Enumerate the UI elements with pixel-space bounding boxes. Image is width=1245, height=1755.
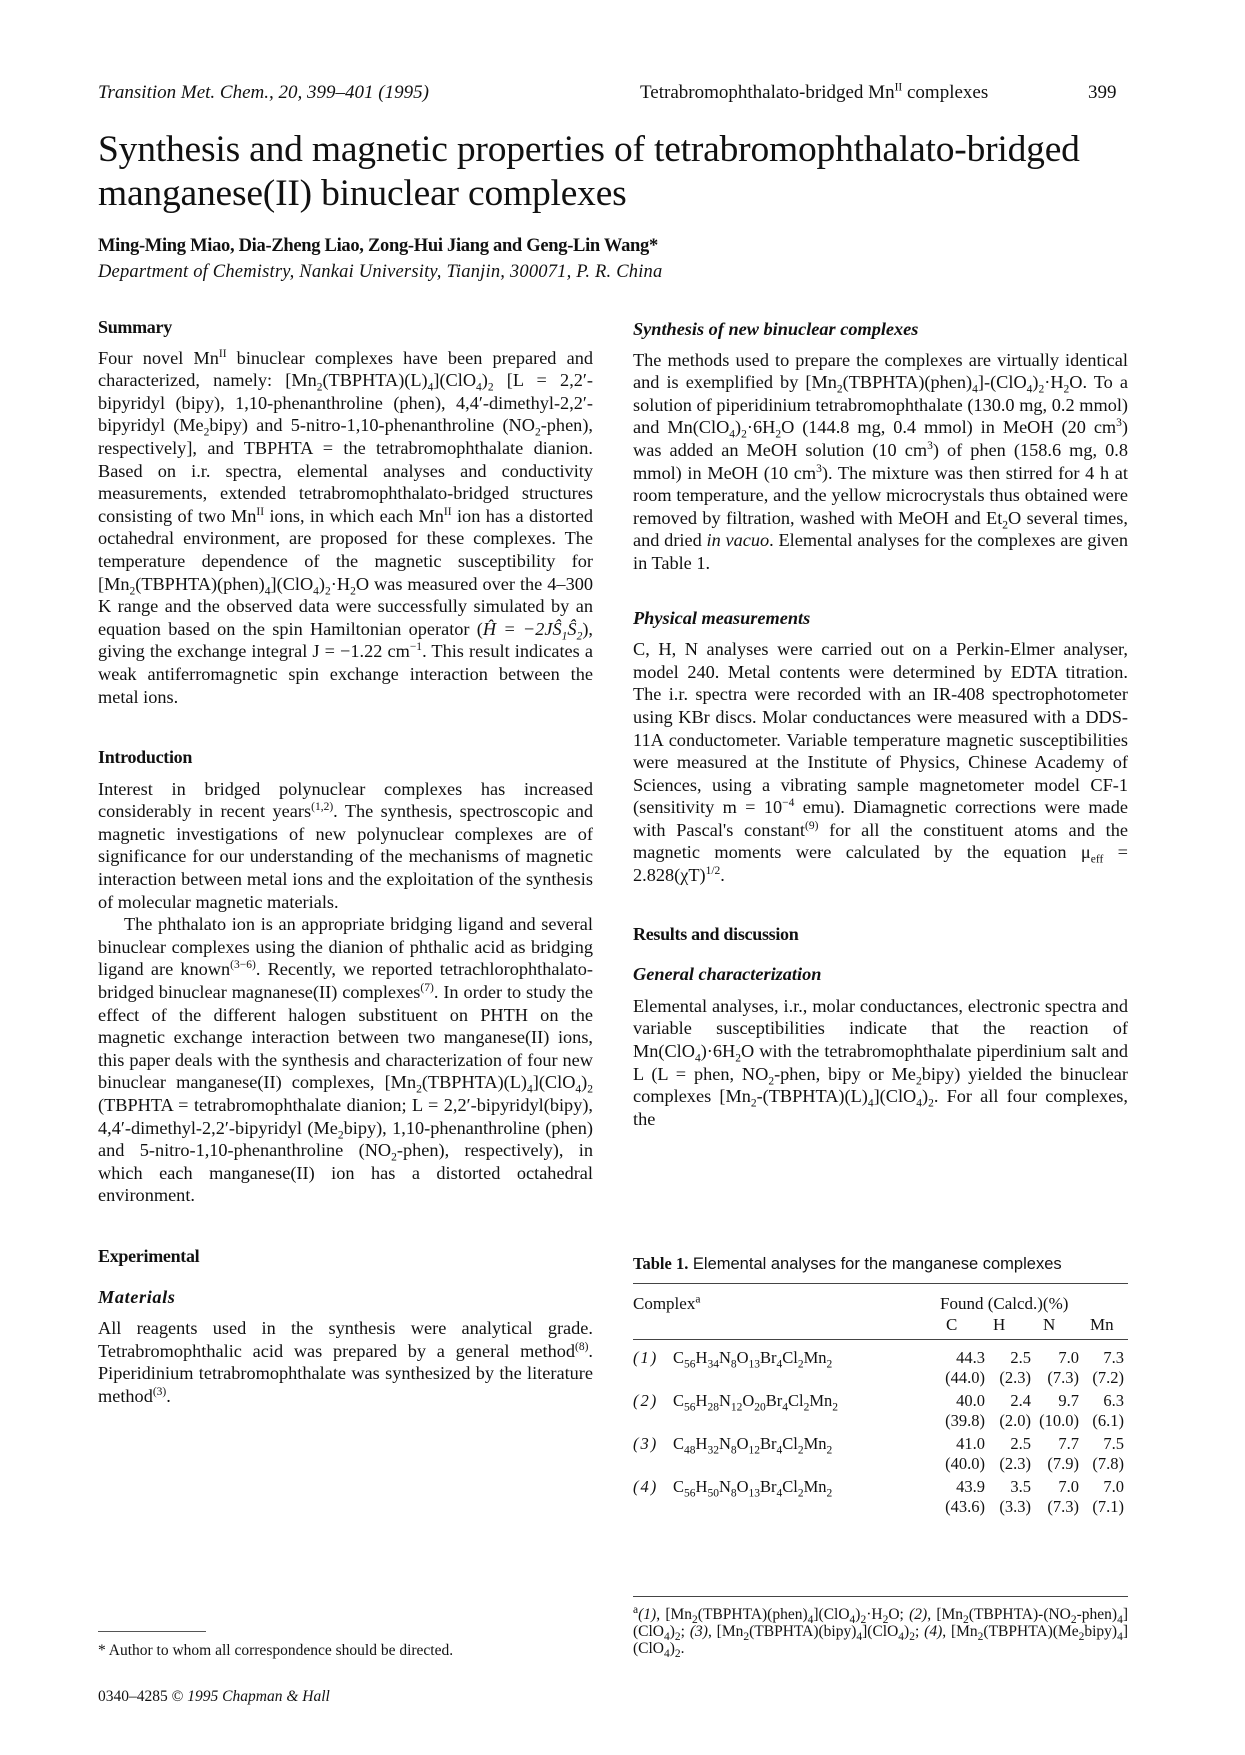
copyright: 0340–4285 © 1995 Chapman & Hall xyxy=(98,1688,330,1705)
complex-formula: $C_{48}H_{32}N_8O_{12}Br_4Cl_2Mn_2$ xyxy=(673,1434,833,1457)
complex-id: (4) xyxy=(633,1477,659,1496)
calcd-value: (3.3) xyxy=(999,1497,1031,1516)
calcd-value: (7.3) xyxy=(1047,1497,1079,1516)
calcd-value: (6.1) xyxy=(1092,1411,1124,1430)
table-footnote: $^a$(1), $[Mn_2(TBPHTA)(phen)_4](ClO_4)_2\cdot H_2O$; (2), $[Mn_2(TBPHTA)-(NO_2-phen)_4](ClO_4)_2$; (3), $[Mn_2(TBPHTA)(bipy)_4](ClO_4)_2$; (4), $[Mn_2(TBPHTA)(Me_2bipy)_4](ClO_4)_2$. xyxy=(633,1603,1128,1661)
table-header: Complex$^a$ Found (Calcd.)(%) C H N Mn xyxy=(633,1293,1114,1334)
article-title: Synthesis and magnetic properties of tetrabromophthalato-bridged manganese(II) binuclear complexes xyxy=(98,129,1080,214)
complex-formula: $C_{56}H_{28}N_{12}O_{20}Br_4Cl_2Mn_2$ xyxy=(673,1391,839,1414)
found-value: 7.5 xyxy=(1103,1434,1124,1453)
general-heading: General characterization xyxy=(633,964,822,985)
calcd-value: (7.1) xyxy=(1092,1497,1124,1516)
affiliation: Department of Chemistry, Nankai University, Tianjin, 300071, P. R. China xyxy=(98,262,663,282)
journal-citation: Transition Met. Chem., 20, 399–401 (1995) xyxy=(98,82,429,103)
found-value: 7.0 xyxy=(1058,1348,1079,1367)
calcd-value: (2.0) xyxy=(999,1411,1031,1430)
author-footnote: * Author to whom all correspondence should be directed. xyxy=(98,1642,454,1659)
col-h: H xyxy=(993,1315,1006,1334)
summary-paragraph: Four novel $Mn^{II}$ binuclear complexes have been prepared and characterized, namely: $[Mn_2(TBPHTA)(L)_4](ClO_4)_2$ [L = 2,2′-bipyridyl (bipy), 1,10-phenanthroline (phen), 4,4′-dimethyl-2,2′-bipyridyl $(Me_2bipy)$ and 5-nitro-1,10-phenanthroline $(NO_2-phen)$, respectively], and TBPHTA = the tetrabromophthalate dianion. Based on i.r. spectra, elemental analyses and conductivity measurements, extended tetrabromophthalato-bridged structures consisting of two $Mn^{II}$ ions, in which each $Mn^{II}$ ion has a distorted octahedral environment, are proposed for these complexes. The temperature dependence of the magnetic susceptibility for $[Mn_2(TBPHTA)(phen)_4](ClO_4)_2\cdot H_2O$ was measured over the 4–300 K range and the observed data were successfully simulated by an equation based on the spin Hamiltonian operator (Ĥ = $-2JŜ_1Ŝ_2$), giving the exchange integral J = −1.22 $cm^{-1}$. This result indicates a weak antiferromagnetic spin exchange interaction between the metal ions. xyxy=(98,347,594,707)
physical-paragraph: C, H, N analyses were carried out on a Perkin-Elmer analyser, model 240. Metal contents were determined by EDTA titration. The i.r. spectra were recorded with an IR-408 spectrophotometer using KBr discs. Molar conductances were measured with a DDS-11A conductometer. Variable temperature magnetic susceptibilities were measured at the Institute of Physics, Chinese Academy of Sciences, using a vibrating sample magnetometer model CF-1 (sensitivity $m = 10^{-4}$ emu). Diamagnetic corrections were made with Pascal's constant$^{(9)}$ for all the constituent atoms and the magnetic moments were calculated by the equation $\mu_{eff} = 2.828(\chi T)^{1/2}$. xyxy=(633,639,1128,886)
found-value: 6.3 xyxy=(1103,1391,1124,1410)
table-row xyxy=(633,1391,1128,1433)
found-value: 7.0 xyxy=(1058,1477,1079,1496)
running-title: Tetrabromophthalato-bridged $Mn^{II}$ complexes xyxy=(640,81,989,103)
footnote-rule xyxy=(98,1631,206,1632)
calcd-value: (44.0) xyxy=(945,1368,985,1387)
calcd-value: (7.9) xyxy=(1047,1454,1079,1473)
table-row xyxy=(633,1434,1128,1476)
found-value: 40.0 xyxy=(956,1391,985,1410)
found-value: 2.5 xyxy=(1010,1434,1031,1453)
right-column xyxy=(633,318,1128,1130)
calcd-value: (7.2) xyxy=(1092,1368,1124,1387)
page-number: 399 xyxy=(1088,82,1117,103)
found-value: 7.0 xyxy=(1103,1477,1124,1496)
introduction-heading: Introduction xyxy=(98,747,193,768)
found-value: 3.5 xyxy=(1010,1477,1031,1496)
physical-heading: Physical measurements xyxy=(633,607,811,628)
complex-formula: $C_{56}H_{34}N_8O_{13}Br_4Cl_2Mn_2$ xyxy=(673,1348,833,1371)
calcd-value: (40.0) xyxy=(945,1454,985,1473)
complex-id: (2) xyxy=(633,1391,659,1410)
table-row xyxy=(633,1348,1128,1390)
authors: Ming-Ming Miao, Dia-Zheng Liao, Zong-Hui Jiang and Geng-Lin Wang* xyxy=(98,236,658,256)
calcd-value: (10.0) xyxy=(1039,1411,1079,1430)
col-complex: Complex xyxy=(633,1294,696,1313)
intro-paragraph-1: Interest in bridged polynuclear complexes has increased considerably in recent years$^{(1,2)}$. The synthesis, spectroscopic and magnetic investigations of new polynuclear complexes are of significance for our understanding of the mechanisms of magnetic interaction between metal ions and the exploitation of the synthesis of molecular magnetic materials. xyxy=(98,778,593,912)
col-c: C xyxy=(946,1315,958,1334)
found-value: 9.7 xyxy=(1058,1391,1079,1410)
summary-heading: Summary xyxy=(98,317,172,337)
materials-heading: Materials xyxy=(98,1286,176,1307)
table-bottom-rule xyxy=(633,1596,1128,1597)
left-column xyxy=(98,316,593,1408)
general-paragraph: Elemental analyses, i.r., molar conductances, electronic spectra and variable susceptibilities indicate that the reaction of $Mn(ClO_4)\cdot 6H_2O$ with the tetrabromophthalate piperdinium salt and L (L = phen, $NO_2$-phen, bipy or $Me_2bipy$) yielded the binuclear complexes $[Mn_2-(TBPHTA)(L)_4](ClO_4)_2$. For all four complexes, the xyxy=(633,995,1128,1129)
complex-id: (1) xyxy=(633,1348,659,1367)
col-found: Found (Calcd.)(%) xyxy=(940,1294,1069,1313)
col-mn: Mn xyxy=(1090,1315,1114,1334)
synthesis-heading: Synthesis of new binuclear complexes xyxy=(633,319,919,339)
materials-paragraph: All reagents used in the synthesis were analytical grade. Tetrabromophthalic acid was prepared by a general method$^{(8)}$. Piperidinium tetrabromophthalate was synthesized by the literature method$^{(3)}$. xyxy=(98,1318,593,1406)
calcd-value: (7.8) xyxy=(1092,1454,1124,1473)
results-heading: Results and discussion xyxy=(633,923,799,944)
complex-id: (3) xyxy=(633,1434,659,1453)
found-value: 7.7 xyxy=(1058,1434,1079,1453)
table-row xyxy=(633,1477,1128,1519)
calcd-value: (2.3) xyxy=(999,1454,1031,1473)
calcd-value: (2.3) xyxy=(999,1368,1031,1387)
complex-formula: $C_{56}H_{50}N_8O_{13}Br_4Cl_2Mn_2$ xyxy=(673,1477,833,1500)
table-top-rule xyxy=(633,1283,1128,1284)
found-value: 2.5 xyxy=(1010,1348,1031,1367)
found-value: 2.4 xyxy=(1010,1391,1031,1410)
found-value: 7.3 xyxy=(1103,1348,1124,1367)
table-caption: Table 1. Elemental analyses for the manganese complexes xyxy=(633,1254,1062,1273)
found-value: 44.3 xyxy=(956,1348,985,1367)
intro-paragraph-2: The phthalato ion is an appropriate bridging ligand and several binuclear complexes using the dianion of phthalic acid as bridging ligand are known$^{(3-6)}$. Recently, we reported tetrachlorophthalato-bridged binuclear magnanese(II) complexes$^{(7)}$. In order to study the effect of the different halogen substituent on PHTH on the magnetic exchange interaction between two manganese(II) ions, this paper deals with the synthesis and characterization of four new binuclear manganese(II) complexes, $[Mn_2(TBPHTA)(L)_4](ClO_4)_2$ (TBPHTA = tetrabromophthalate dianion; L = 2,2′-bipyridyl(bipy), 4,4′-dimethyl-2,2′-bipyridyl $(Me_2bipy)$, 1,10-phenanthroline (phen) and 5-nitro-1,10-phenanthroline $(NO_2-phen)$, respectively), in which each manganese(II) ion has a distorted octahedral environment. xyxy=(98,914,594,1206)
experimental-heading: Experimental xyxy=(98,1245,200,1266)
col-n: N xyxy=(1043,1315,1056,1334)
synthesis-paragraph: The methods used to prepare the complexes are virtually identical and is exemplified by $[Mn_2(TBPHTA)(phen)_4]-(ClO_4)_2\cdot H_2O$. To a solution of piperidinium tetrabromophthalate (130.0 mg, 0.2 mmol) and $Mn(ClO_4)_2\cdot 6H_2O$ (144.8 mg, 0.4 mmol) in MeOH (20 $cm^3$) was added an MeOH solution (10 $cm^3$) of phen (158.6 mg, 0.8 mmol) in MeOH (10 $cm^3$). The mixture was then stirred for 4 h at room temperature, and the yellow microcrystals thus obtained were removed by filtration, washed with MeOH and $Et_2O$ several times, and dried in vacuo. Elemental analyses for the complexes are given in Table 1. xyxy=(633,349,1128,573)
found-value: 43.9 xyxy=(956,1477,985,1496)
table-header-rule xyxy=(633,1339,1128,1340)
calcd-value: (7.3) xyxy=(1047,1368,1079,1387)
calcd-value: (39.8) xyxy=(945,1411,985,1430)
calcd-value: (43.6) xyxy=(945,1497,985,1516)
found-value: 41.0 xyxy=(956,1434,985,1453)
